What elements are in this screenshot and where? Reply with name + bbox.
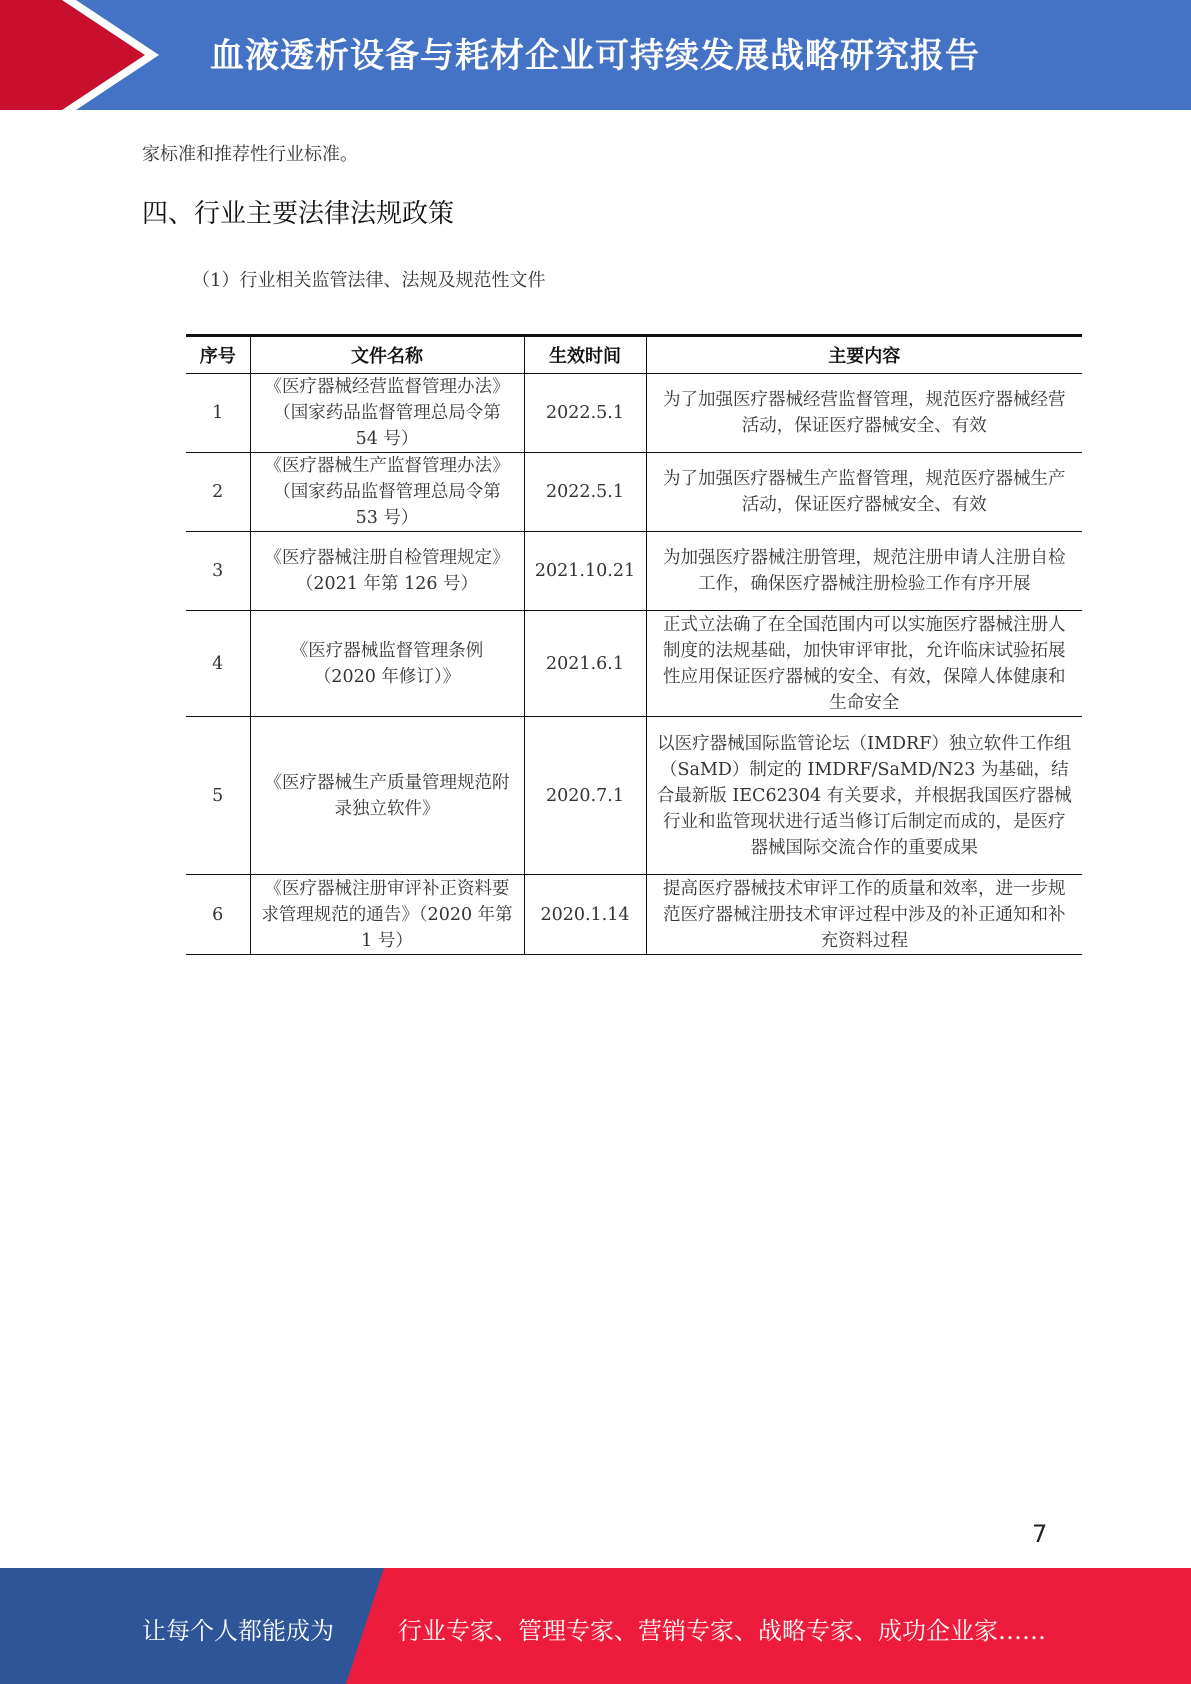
section-heading: 四、行业主要法律法规政策 [142,199,455,229]
row-date: 2020.7.1 [524,717,646,875]
page-number: 7 [1032,1520,1048,1548]
row-name: 《医疗器械注册审评补正资料要求管理规范的通告》（2020 年第 1 号） [250,875,524,955]
row-content: 为了加强医疗器械经营监督管理，规范医疗器械经营活动，保证医疗器械安全、有效 [646,374,1082,453]
row-name: 《医疗器械监督管理条例（2020 年修订）》 [250,611,524,717]
table-row [186,611,1082,717]
table-row [186,453,1082,532]
table-header-row [186,336,1082,374]
row-name: 《医疗器械经营监督管理办法》（国家药品监督管理总局令第 54 号） [250,374,524,453]
row-no: 1 [186,374,250,453]
intro-text: 家标准和推荐性行业标准。 [142,144,358,165]
header-no: 序号 [186,336,250,374]
report-title: 血液透析设备与耗材企业可持续发展战略研究报告 [210,36,980,76]
footer-banner [0,1568,1191,1684]
table-row [186,374,1082,453]
header-banner [0,0,1191,110]
table-row [186,875,1082,955]
footer-slogan-left: 让每个人都能成为 [142,1617,334,1645]
row-content: 为了加强医疗器械生产监督管理，规范医疗器械生产活动，保证医疗器械安全、有效 [646,453,1082,532]
row-no: 5 [186,717,250,875]
regulations-table [186,334,1082,955]
row-name: 《医疗器械注册自检管理规定》（2021 年第 126 号） [250,532,524,611]
row-no: 3 [186,532,250,611]
row-date: 2020.1.14 [524,875,646,955]
header-date: 生效时间 [524,336,646,374]
row-content: 以医疗器械国际监管论坛（IMDRF）独立软件工作组（SaMD）制定的 IMDRF/SaMD/N23 为基础，结合最新版 IEC62304 有关要求，并根据我国医疗器械行业和监管现状进行适当修订后制定而成的，是医疗器械国际交流合作的重要成果 [646,717,1082,875]
row-content: 提高医疗器械技术审评工作的质量和效率，进一步规范医疗器械注册技术审评过程中涉及的补正通知和补充资料过程 [646,875,1082,955]
table-row [186,717,1082,875]
table-caption: （1）行业相关监管法律、法规及规范性文件 [192,270,546,291]
row-no: 2 [186,453,250,532]
row-no: 6 [186,875,250,955]
row-date: 2021.6.1 [524,611,646,717]
row-date: 2021.10.21 [524,532,646,611]
row-date: 2022.5.1 [524,453,646,532]
row-content: 为加强医疗器械注册管理，规范注册申请人注册自检工作，确保医疗器械注册检验工作有序开展 [646,532,1082,611]
row-date: 2022.5.1 [524,374,646,453]
row-name: 《医疗器械生产监督管理办法》（国家药品监督管理总局令第 53 号） [250,453,524,532]
header-content: 主要内容 [646,336,1082,374]
table-row [186,532,1082,611]
row-content: 正式立法确了在全国范围内可以实施医疗器械注册人制度的法规基础，加快审评审批，允许临床试验拓展性应用保证医疗器械的安全、有效，保障人体健康和生命安全 [646,611,1082,717]
footer-slogan-right: 行业专家、管理专家、营销专家、战略专家、成功企业家…… [398,1617,1046,1645]
row-no: 4 [186,611,250,717]
row-name: 《医疗器械生产质量管理规范附录独立软件》 [250,717,524,875]
header-name: 文件名称 [250,336,524,374]
